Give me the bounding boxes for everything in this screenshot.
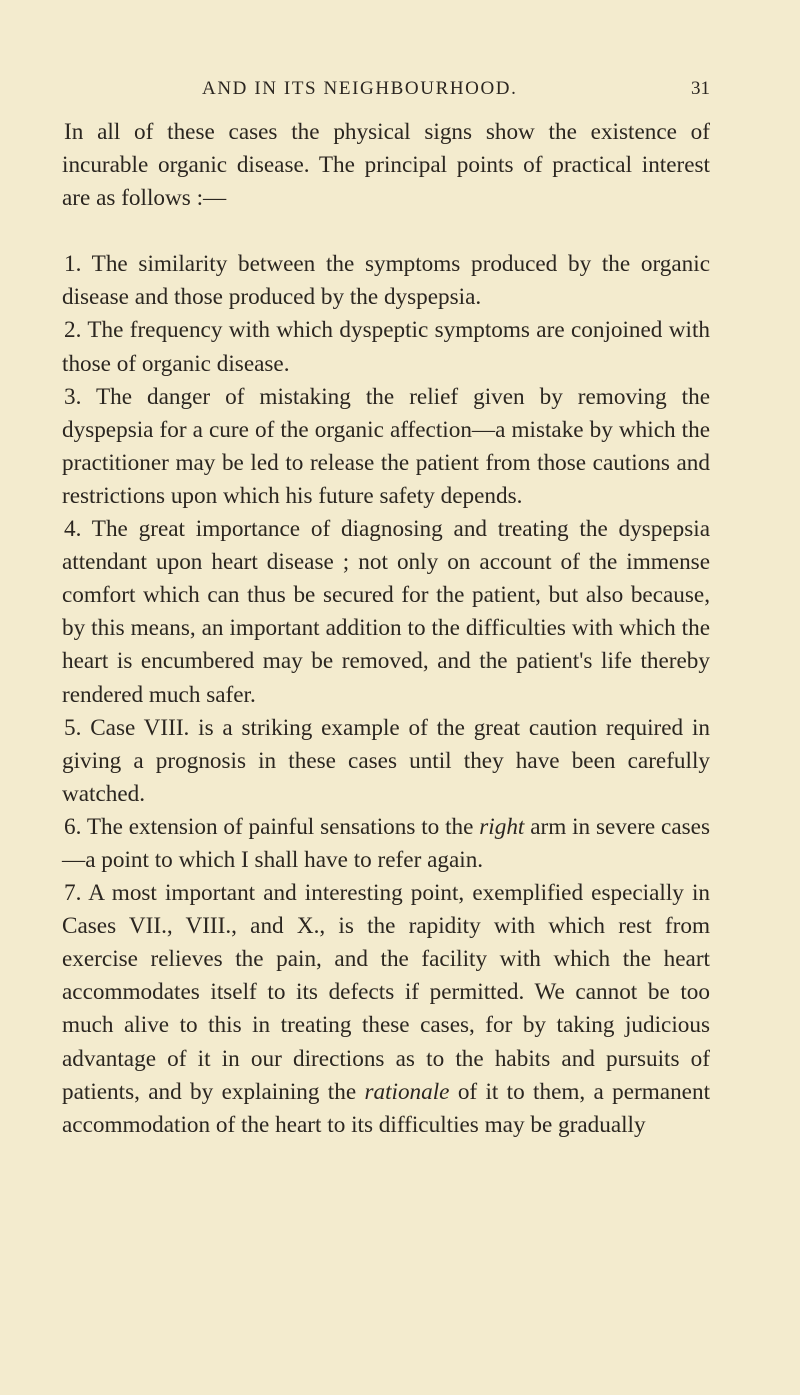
point-number: 4. bbox=[64, 516, 82, 543]
point-text: Case VIII. is a striking example of the great caution required in giving a prognosis in these cases until they have been carefully watched. bbox=[62, 714, 710, 807]
point-text: The danger of mistaking the relief given by removing the dyspepsia for a cure of the organic affection—a mistake by which the practitioner may be led to release the patient from those cautions and restrictions upon which his future safety depends. bbox=[62, 383, 710, 509]
running-title: AND IN ITS NEIGHBOURHOOD. bbox=[202, 78, 518, 99]
page-number: 31 bbox=[691, 78, 710, 99]
point-6 bbox=[62, 811, 710, 877]
point-number: 2. bbox=[64, 317, 82, 344]
book-page bbox=[0, 78, 800, 1395]
point-number: 1. bbox=[64, 251, 82, 278]
point-text: The similarity between the symptoms produced by the organic disease and those produced by the dyspepsia. bbox=[62, 251, 710, 311]
point-2 bbox=[62, 314, 710, 380]
running-head bbox=[62, 78, 710, 104]
point-4 bbox=[62, 513, 710, 712]
italic-emphasis: rationale bbox=[364, 1078, 450, 1105]
point-number: 5. bbox=[64, 714, 82, 741]
point-7 bbox=[62, 877, 710, 1142]
point-text: A most important and interesting point, exemplified especially in Cases VII., VIII., and X., is the rapidity with which rest from exercise relieves the pain, and the facility with which the heart accommodates itself to its defects if permitted. We cannot be too much alive to this in treating these cases, for by taking judicious advantage of it in our directions as to the habits and pursuits of patients, and by explaining the bbox=[62, 880, 710, 1105]
point-number: 3. bbox=[64, 383, 82, 410]
italic-emphasis: right bbox=[479, 813, 525, 840]
point-text: The frequency with which dyspeptic symptoms are conjoined with those of organic disease. bbox=[62, 317, 710, 377]
point-number: 7. bbox=[64, 880, 82, 907]
intro-paragraph: In all of these cases the physical signs show the existence of incurable organic disease. The principal points of practical interest are as follows :— bbox=[62, 119, 710, 212]
point-text: The extension of painful sensations to the bbox=[86, 813, 480, 840]
point-text: The great importance of diagnosing and treating the dyspepsia attendant upon heart disease ; not only on account of the immense comfort which can thus be secured for the patient, but also because, by this means, an important addition to the difficulties with which the heart is encumbered may be removed, and the patient's life thereby rendered much safer. bbox=[62, 516, 710, 708]
point-5 bbox=[62, 712, 710, 811]
point-number: 6. bbox=[64, 813, 82, 840]
point-text-continued: of it to them, a permanent accommodation of the heart to its difficulties may be gradually bbox=[62, 1078, 711, 1138]
point-text-continued: arm in severe cases—a point to which I shall have to refer again. bbox=[62, 813, 710, 873]
point-1 bbox=[62, 248, 710, 314]
body-text bbox=[62, 116, 710, 1142]
point-3 bbox=[62, 381, 710, 513]
